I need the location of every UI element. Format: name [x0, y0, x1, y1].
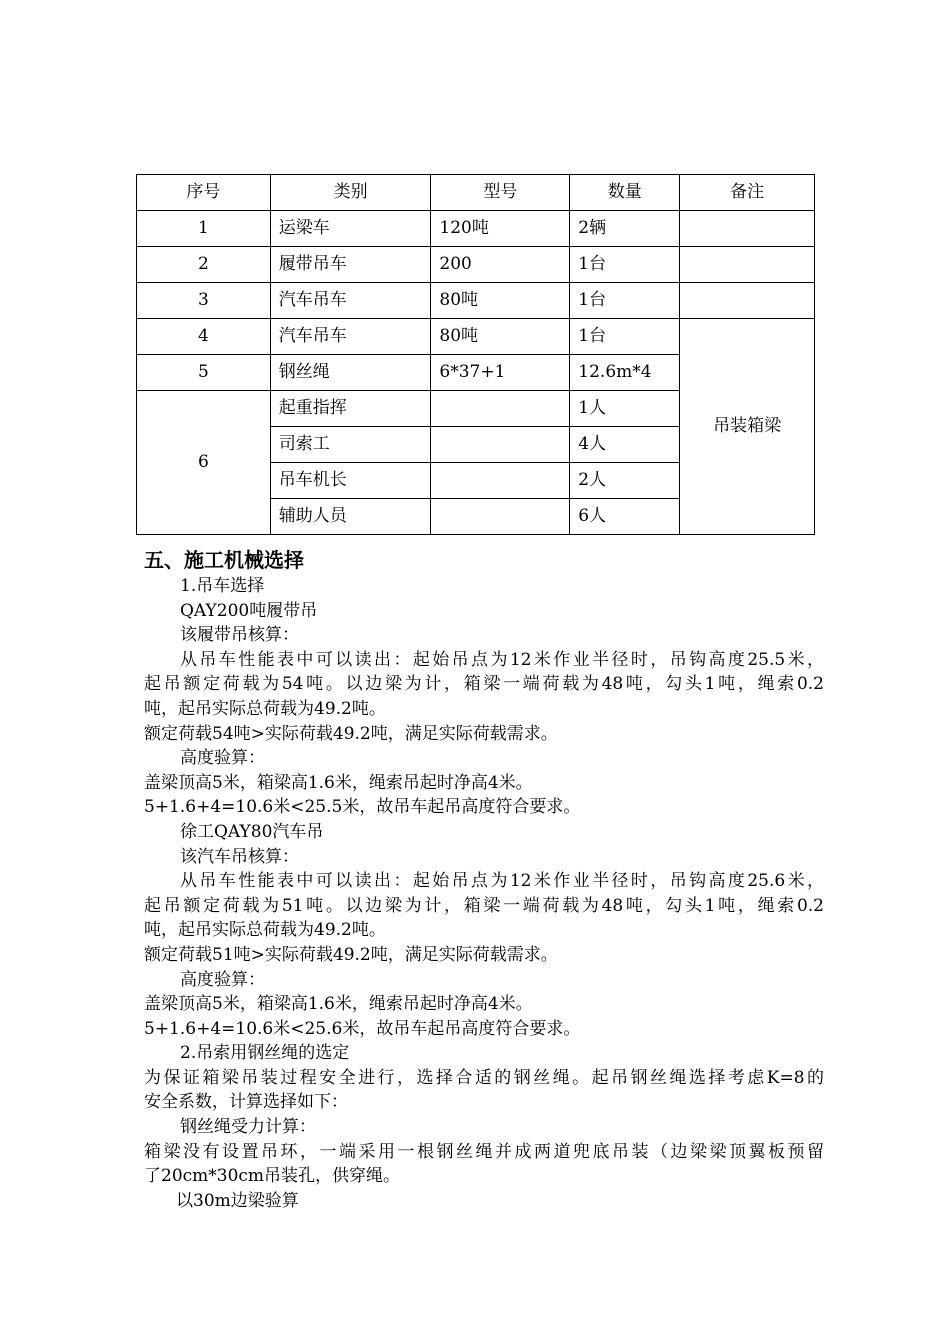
paragraph-line: 以30m边梁验算 [176, 1190, 299, 1211]
paragraph-line: 吨，起吊实际总荷载为49.2吨。 [144, 920, 386, 941]
paragraph-line: 吨，起吊实际总荷载为49.2吨。 [144, 698, 386, 719]
section-title: 五、施工机械选择 [144, 548, 304, 572]
cell-no: 3 [137, 283, 271, 319]
paragraph-line: 起吊额定荷载为54吨。以边梁为计，箱梁一端荷载为48吨，勾头1吨，绳索0.2 [144, 674, 824, 695]
cell-remark [680, 211, 815, 247]
cell-category: 司索工 [270, 427, 431, 463]
paragraph-line: 为保证箱梁吊装过程安全进行，选择合适的钢丝绳。起吊钢丝绳选择考虑K=8的 [144, 1067, 824, 1088]
section-content [144, 546, 824, 1213]
paragraph-line: 5+1.6+4=10.6米<25.5米，故吊车起吊高度符合要求。 [144, 797, 581, 818]
cell-category: 辅助人员 [270, 499, 431, 535]
cell-qty: 2辆 [570, 211, 680, 247]
table-header-row [137, 175, 815, 211]
subsection-title: 2.吊索用钢丝绳的选定 [180, 1043, 350, 1064]
cell-qty: 1台 [570, 247, 680, 283]
cell-no: 4 [137, 319, 271, 355]
paragraph-line: 高度验算： [180, 969, 265, 990]
table-row [137, 211, 815, 247]
cell-remark [680, 283, 815, 319]
paragraph-line: QAY200吨履带吊 [180, 600, 318, 621]
cell-category: 运梁车 [270, 211, 431, 247]
cell-remark-merged: 吊装箱梁 [680, 319, 815, 535]
cell-qty: 2人 [570, 463, 680, 499]
cell-no: 1 [137, 211, 271, 247]
paragraph-line: 盖梁顶高5米，箱梁高1.6米，绳索吊起时净高4米。 [144, 772, 533, 793]
paragraph-line: 该汽车吊核算： [180, 846, 299, 867]
cell-qty: 1人 [570, 391, 680, 427]
cell-model [431, 499, 570, 535]
cell-model: 80吨 [431, 319, 570, 355]
equipment-table [136, 174, 815, 535]
cell-no: 5 [137, 355, 271, 391]
cell-no: 2 [137, 247, 271, 283]
cell-category: 汽车吊车 [270, 319, 431, 355]
paragraph-line: 从吊车性能表中可以读出：起始吊点为12米作业半径时，吊钩高度25.5米， [180, 649, 824, 670]
cell-model: 200 [431, 247, 570, 283]
header-model: 型号 [431, 175, 570, 211]
paragraph-line: 从吊车性能表中可以读出：起始吊点为12米作业半径时，吊钩高度25.6米， [180, 871, 824, 892]
cell-qty: 1台 [570, 283, 680, 319]
cell-model: 80吨 [431, 283, 570, 319]
paragraph-line: 高度验算： [180, 748, 265, 769]
table-row [137, 247, 815, 283]
paragraph-line: 额定荷载54吨>实际荷载49.2吨，满足实际荷载需求。 [144, 723, 558, 744]
cell-model [431, 463, 570, 499]
paragraph-line: 该履带吊核算： [180, 625, 299, 646]
header-remark: 备注 [680, 175, 815, 211]
paragraph-line: 起吊额定荷载为51吨。以边梁为计，箱梁一端荷载为48吨，勾头1吨，绳索0.2 [144, 895, 824, 916]
paragraph-line: 钢丝绳受力计算： [180, 1117, 316, 1138]
paragraph-line: 了20cm*30cm吊装孔，供穿绳。 [144, 1166, 401, 1187]
paragraph-line: 5+1.6+4=10.6米<25.6米，故吊车起吊高度符合要求。 [144, 1018, 581, 1039]
cell-category: 吊车机长 [270, 463, 431, 499]
cell-model: 120吨 [431, 211, 570, 247]
header-category: 类别 [270, 175, 431, 211]
paragraph-line: 箱梁没有设置吊环，一端采用一根钢丝绳并成两道兜底吊装（边梁梁顶翼板预留 [144, 1141, 824, 1162]
header-no: 序号 [137, 175, 271, 211]
cell-model [431, 391, 570, 427]
header-qty: 数量 [570, 175, 680, 211]
cell-model [431, 427, 570, 463]
paragraph-line: 额定荷载51吨>实际荷载49.2吨，满足实际荷载需求。 [144, 944, 558, 965]
cell-no-merged: 6 [137, 391, 271, 535]
cell-remark [680, 247, 815, 283]
cell-category: 起重指挥 [270, 391, 431, 427]
cell-qty: 12.6m*4 [570, 355, 680, 391]
cell-category: 履带吊车 [270, 247, 431, 283]
cell-model: 6*37+1 [431, 355, 570, 391]
subsection-title: 1.吊车选择 [180, 576, 265, 596]
paragraph-line: 安全系数，计算选择如下： [144, 1092, 348, 1113]
table-row [137, 283, 815, 319]
cell-category: 钢丝绳 [270, 355, 431, 391]
paragraph-line: 盖梁顶高5米，箱梁高1.6米，绳索吊起时净高4米。 [144, 994, 533, 1015]
cell-qty: 6人 [570, 499, 680, 535]
cell-qty: 4人 [570, 427, 680, 463]
cell-qty: 1台 [570, 319, 680, 355]
table-row [137, 319, 815, 355]
cell-category: 汽车吊车 [270, 283, 431, 319]
paragraph-line: 徐工QAY80汽车吊 [180, 821, 324, 842]
